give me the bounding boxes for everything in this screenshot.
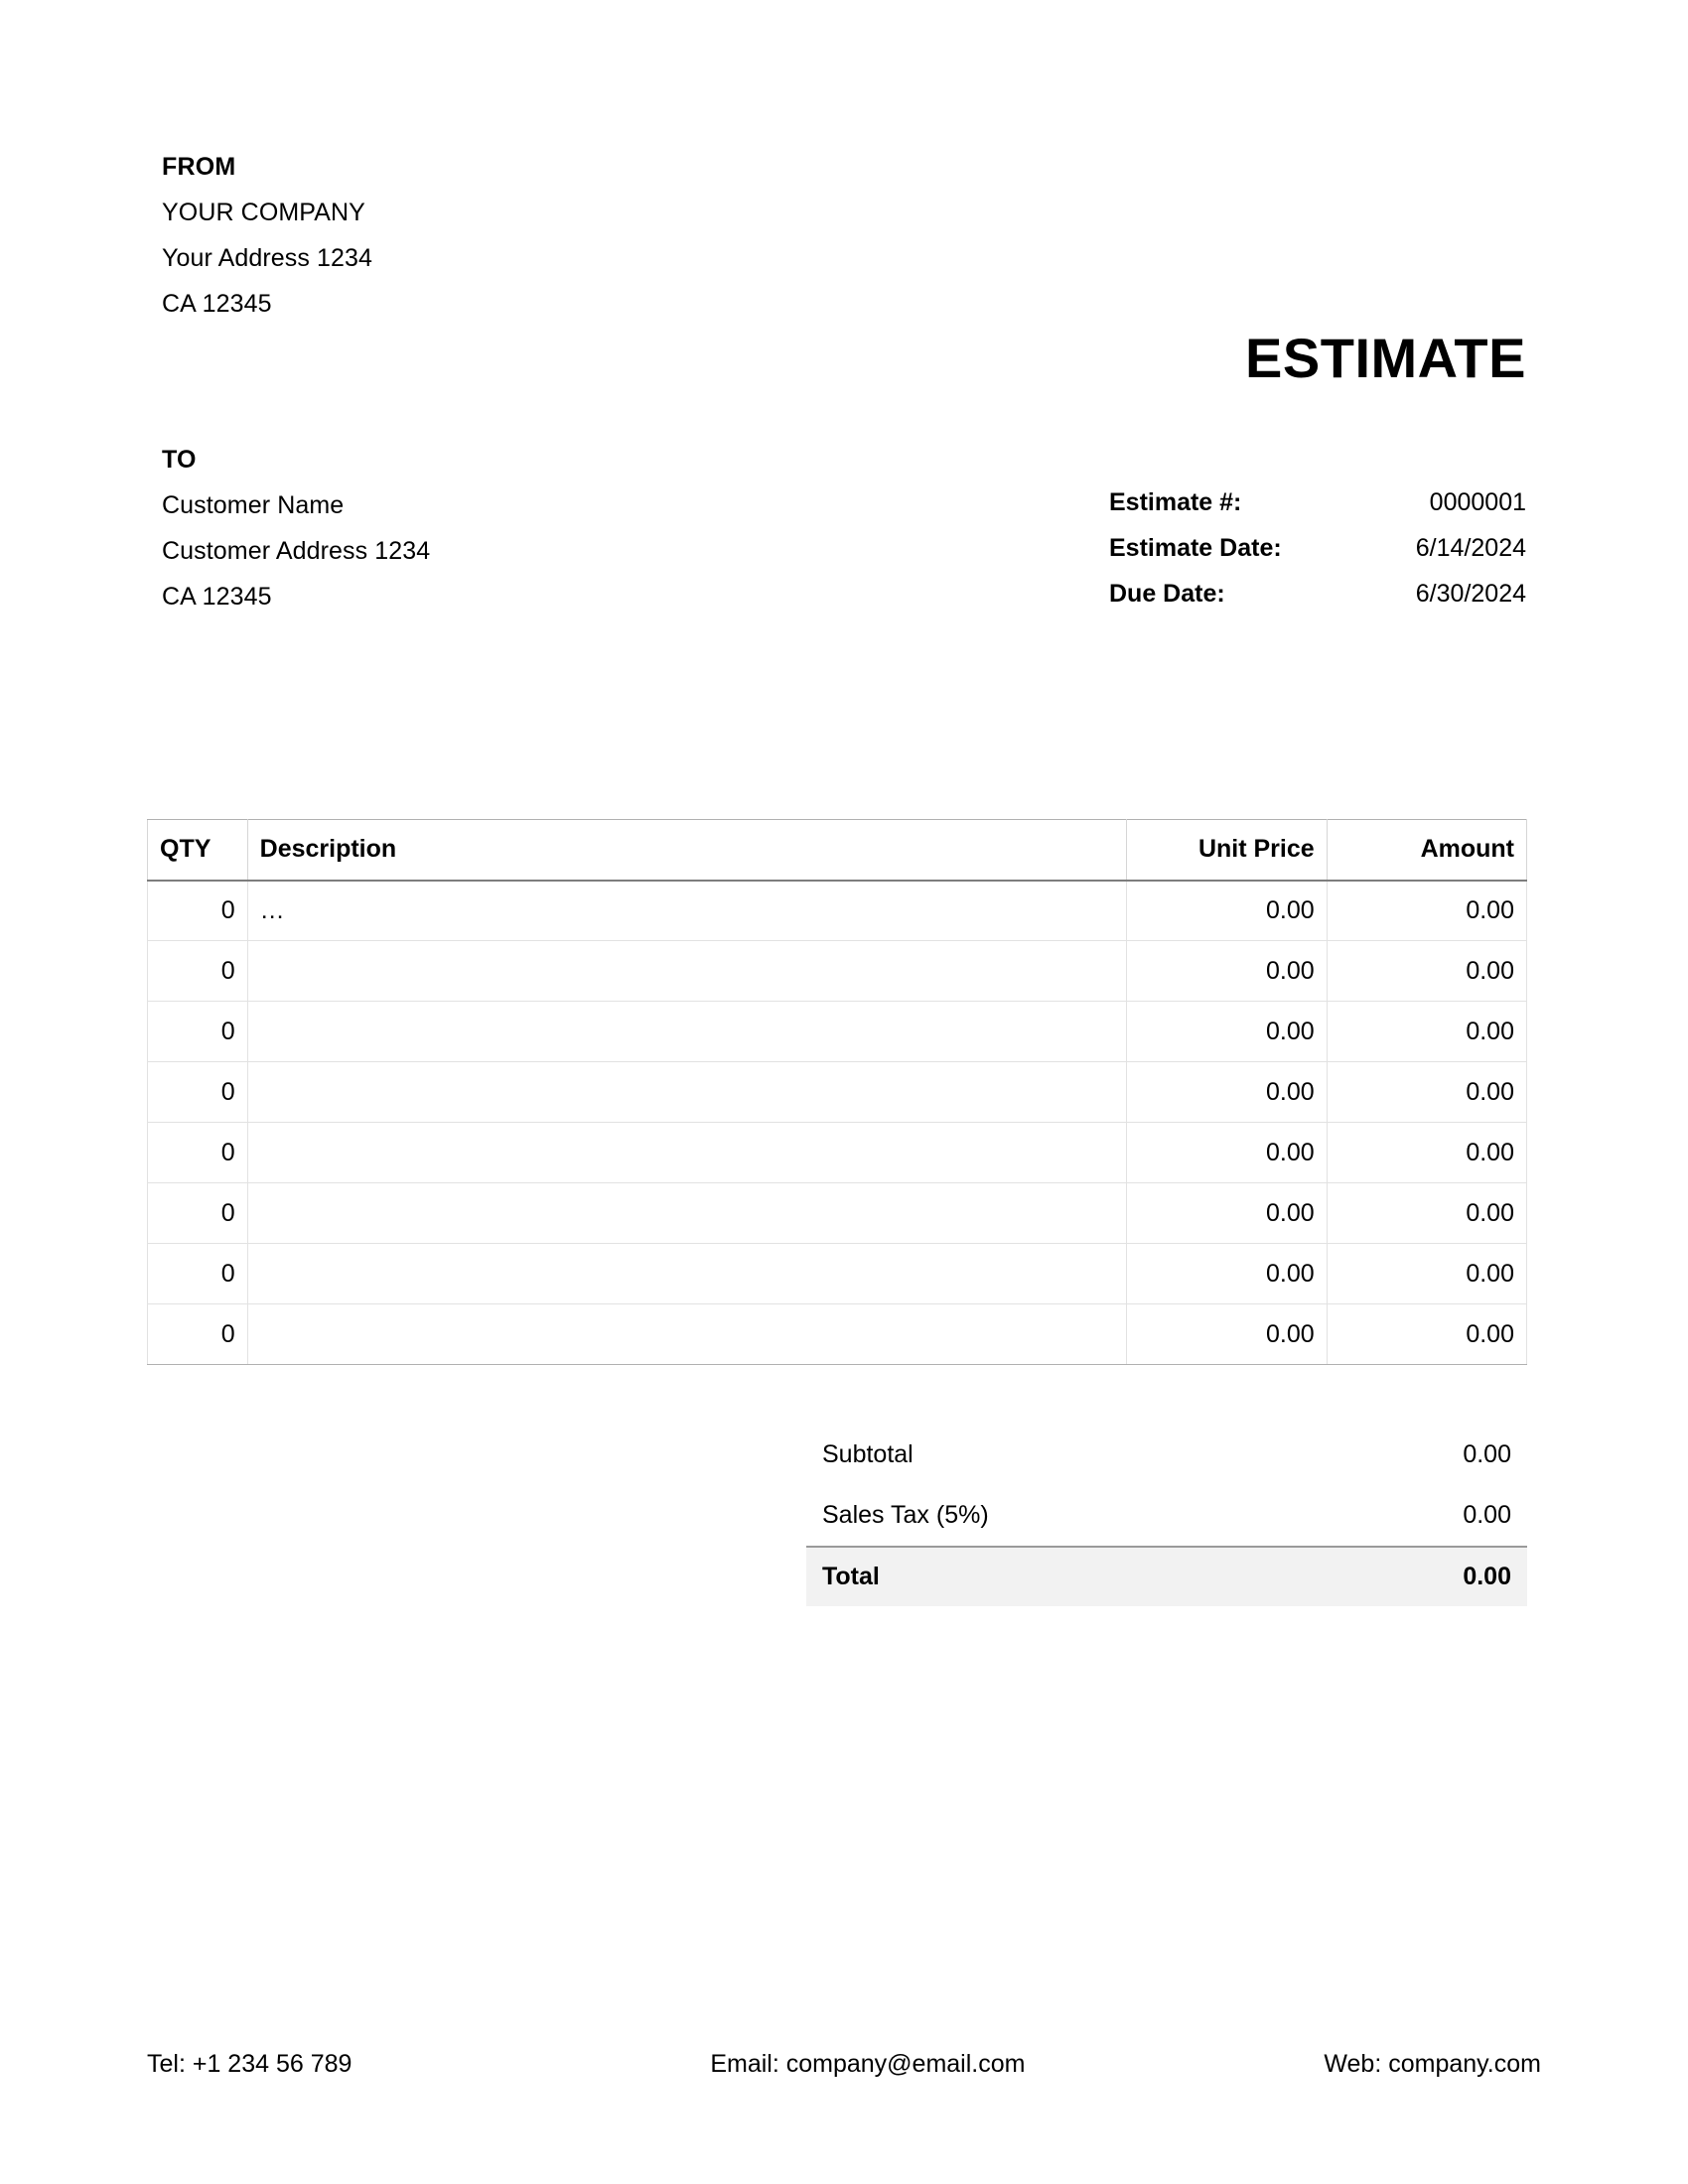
from-line-3: CA 12345 bbox=[162, 290, 272, 318]
meta-row-due-date bbox=[1109, 571, 1526, 616]
totals-value-sales-tax: 0.00 bbox=[1463, 1501, 1511, 1529]
cell-qty: 0 bbox=[148, 1183, 248, 1244]
cell-unit-price: 0.00 bbox=[1127, 881, 1327, 941]
cell-amount: 0.00 bbox=[1327, 941, 1526, 1002]
table-row bbox=[148, 1123, 1527, 1183]
meta-row-estimate-date bbox=[1109, 525, 1526, 571]
table-header bbox=[148, 820, 1527, 881]
cell-description bbox=[247, 1183, 1127, 1244]
table-header-row bbox=[148, 820, 1527, 881]
totals-value-subtotal: 0.00 bbox=[1463, 1440, 1511, 1468]
totals-label-total: Total bbox=[822, 1563, 880, 1590]
cell-qty: 0 bbox=[148, 941, 248, 1002]
cell-unit-price: 0.00 bbox=[1127, 1062, 1327, 1123]
cell-qty: 0 bbox=[148, 881, 248, 941]
cell-unit-price: 0.00 bbox=[1127, 1304, 1327, 1365]
page-title: ESTIMATE bbox=[1245, 327, 1526, 389]
meta-row-estimate-number bbox=[1109, 479, 1526, 525]
line-items-table bbox=[147, 819, 1527, 1365]
cell-unit-price: 0.00 bbox=[1127, 1183, 1327, 1244]
cell-description bbox=[247, 1244, 1127, 1304]
cell-qty: 0 bbox=[148, 1304, 248, 1365]
cell-amount: 0.00 bbox=[1327, 1244, 1526, 1304]
column-header-qty: QTY bbox=[148, 820, 248, 881]
cell-amount: 0.00 bbox=[1327, 1002, 1526, 1062]
cell-unit-price: 0.00 bbox=[1127, 941, 1327, 1002]
totals-section bbox=[806, 1425, 1527, 1606]
from-block bbox=[162, 144, 758, 327]
table-row bbox=[148, 1002, 1527, 1062]
cell-qty: 0 bbox=[148, 1062, 248, 1123]
totals-row-sales-tax bbox=[806, 1485, 1527, 1546]
table-row bbox=[148, 1183, 1527, 1244]
cell-description bbox=[247, 941, 1127, 1002]
meta-label-due-date: Due Date: bbox=[1109, 580, 1225, 608]
cell-qty: 0 bbox=[148, 1244, 248, 1304]
totals-row-total bbox=[806, 1546, 1527, 1606]
cell-amount: 0.00 bbox=[1327, 1304, 1526, 1365]
totals-row-subtotal bbox=[806, 1425, 1527, 1485]
table-row bbox=[148, 1062, 1527, 1123]
from-label: FROM bbox=[162, 153, 236, 181]
column-header-unit-price: Unit Price bbox=[1127, 820, 1327, 881]
table-row bbox=[148, 941, 1527, 1002]
cell-description bbox=[247, 1123, 1127, 1183]
footer-website: Web: company.com bbox=[1324, 2050, 1541, 2078]
totals-value-total: 0.00 bbox=[1463, 1563, 1511, 1590]
table-row bbox=[148, 1304, 1527, 1365]
from-line-2: Your Address 1234 bbox=[162, 244, 373, 272]
cell-amount: 0.00 bbox=[1327, 1123, 1526, 1183]
to-block bbox=[162, 437, 857, 619]
cell-qty: 0 bbox=[148, 1123, 248, 1183]
meta-label-estimate-number: Estimate #: bbox=[1109, 488, 1242, 516]
cell-unit-price: 0.00 bbox=[1127, 1123, 1327, 1183]
table-body bbox=[148, 881, 1527, 1365]
document-footer bbox=[147, 2050, 1541, 2079]
cell-qty: 0 bbox=[148, 1002, 248, 1062]
column-header-description: Description bbox=[247, 820, 1127, 881]
cell-description: … bbox=[247, 881, 1127, 941]
footer-email: Email: company@email.com bbox=[710, 2050, 1026, 2078]
cell-amount: 0.00 bbox=[1327, 881, 1526, 941]
column-header-amount: Amount bbox=[1327, 820, 1526, 881]
meta-label-estimate-date: Estimate Date: bbox=[1109, 534, 1282, 562]
to-label: TO bbox=[162, 446, 197, 474]
to-line-2: Customer Address 1234 bbox=[162, 537, 431, 565]
cell-description bbox=[247, 1002, 1127, 1062]
table-row bbox=[148, 881, 1527, 941]
totals-label-sales-tax: Sales Tax (5%) bbox=[822, 1501, 989, 1529]
cell-amount: 0.00 bbox=[1327, 1183, 1526, 1244]
to-line-3: CA 12345 bbox=[162, 583, 272, 611]
footer-telephone: Tel: +1 234 56 789 bbox=[147, 2050, 352, 2078]
to-line-1: Customer Name bbox=[162, 491, 345, 519]
cell-description bbox=[247, 1304, 1127, 1365]
from-line-1: YOUR COMPANY bbox=[162, 199, 365, 226]
meta-value-estimate-number: 0000001 bbox=[1429, 488, 1526, 516]
cell-unit-price: 0.00 bbox=[1127, 1244, 1327, 1304]
cell-amount: 0.00 bbox=[1327, 1062, 1526, 1123]
totals-label-subtotal: Subtotal bbox=[822, 1440, 914, 1468]
cell-description bbox=[247, 1062, 1127, 1123]
table-row bbox=[148, 1244, 1527, 1304]
cell-unit-price: 0.00 bbox=[1127, 1002, 1327, 1062]
meta-value-estimate-date: 6/14/2024 bbox=[1415, 534, 1526, 562]
estimate-meta bbox=[1109, 479, 1526, 616]
meta-value-due-date: 6/30/2024 bbox=[1415, 580, 1526, 608]
